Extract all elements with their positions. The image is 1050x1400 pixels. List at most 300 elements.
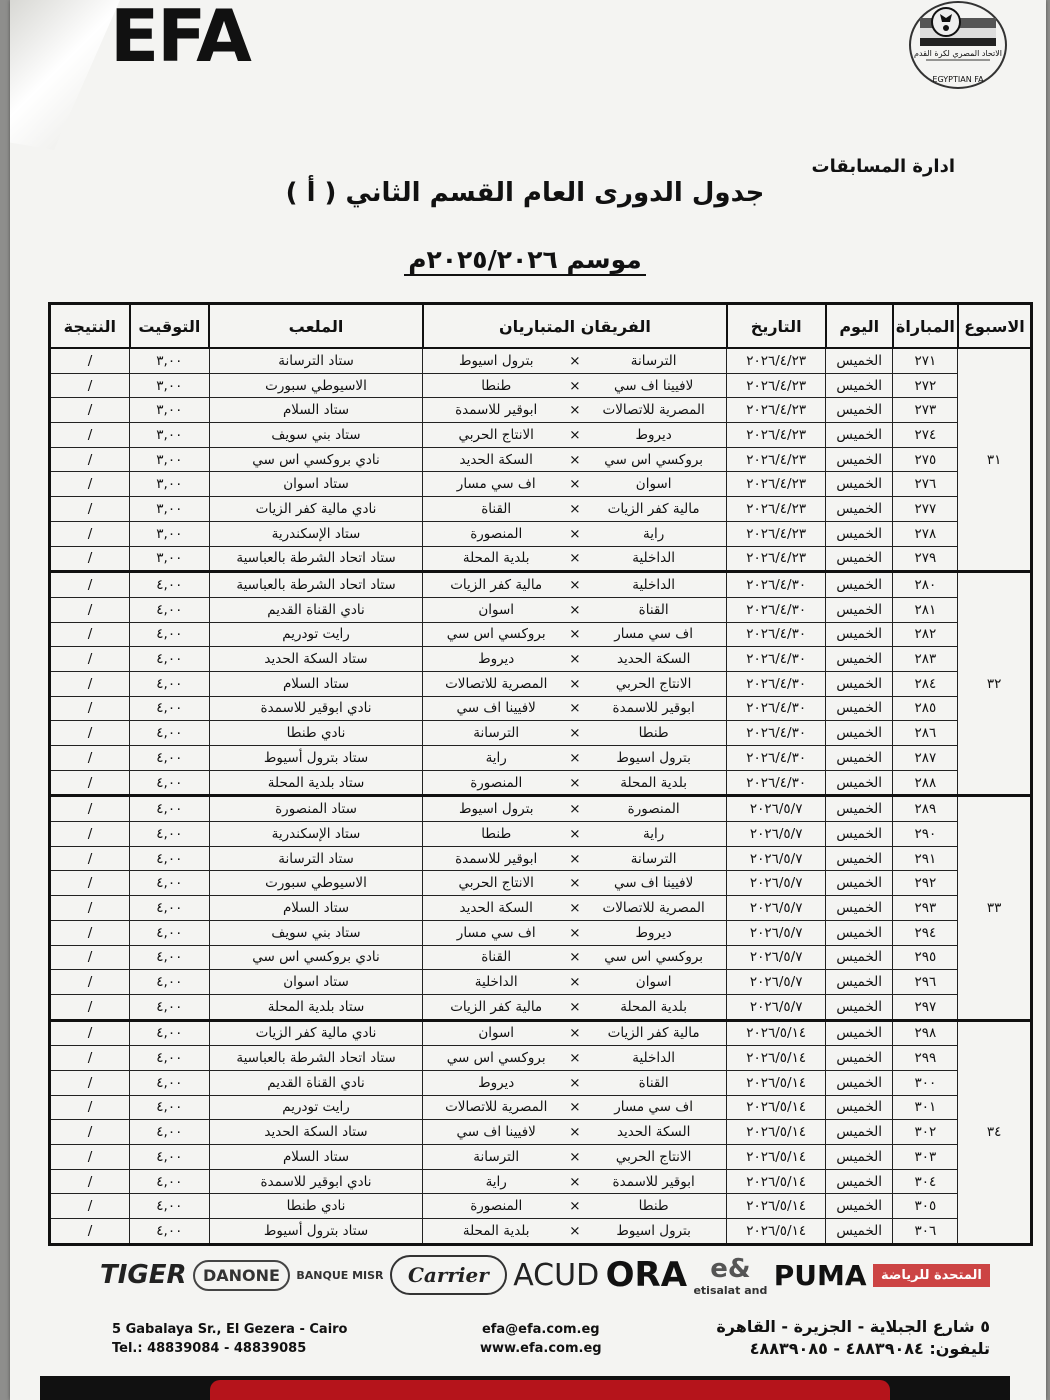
match-number-cell: ٢٩٢ — [893, 871, 958, 896]
day-cell: الخميس — [826, 822, 893, 847]
result-cell: / — [50, 1194, 130, 1219]
home-team: القناة — [638, 601, 669, 618]
time-cell: ٤,٠٠ — [130, 846, 209, 871]
versus-mark: × — [569, 550, 581, 567]
date-cell: ٢٠٢٦/٥/١٤ — [727, 1095, 826, 1120]
teams-cell — [423, 1169, 727, 1194]
table-row — [50, 622, 1032, 647]
home-team: المصرية للاتصالات — [602, 402, 705, 419]
home-team: الترسانة — [630, 850, 677, 867]
teams-cell — [423, 896, 727, 921]
date-cell: ٢٠٢٦/٤/٣٠ — [727, 597, 826, 622]
home-team: ابوقير للاسمدة — [612, 1173, 695, 1190]
away-team: المصرية للاتصالات — [445, 1099, 548, 1116]
versus-mark: × — [569, 1074, 581, 1091]
time-cell: ٤,٠٠ — [130, 1169, 209, 1194]
table-row — [50, 822, 1032, 847]
home-team: اف سي مسار — [614, 1099, 694, 1116]
date-cell: ٢٠٢٦/٥/١٤ — [727, 1194, 826, 1219]
home-team: الانتاج الحربي — [615, 1148, 692, 1165]
date-cell: ٢٠٢٦/٤/٣٠ — [727, 647, 826, 672]
away-team: بلدية المحلة — [462, 1222, 530, 1239]
versus-mark: × — [569, 949, 581, 966]
teams-cell — [423, 1046, 727, 1071]
result-cell: / — [50, 846, 130, 871]
away-team: السكة الحديد — [459, 899, 533, 916]
match-number-cell: ٢٧٧ — [893, 497, 958, 522]
teams-cell — [423, 1219, 727, 1245]
home-team: اسوان — [635, 476, 672, 493]
time-cell: ٤,٠٠ — [130, 822, 209, 847]
table-row — [50, 546, 1032, 572]
table-row — [50, 1219, 1032, 1245]
match-number-cell: ٢٩٣ — [893, 896, 958, 921]
result-cell: / — [50, 1219, 130, 1245]
date-cell: ٢٠٢٦/٤/٣٠ — [727, 572, 826, 598]
teams-cell — [423, 970, 727, 995]
date-cell: ٢٠٢٦/٤/٣٠ — [727, 721, 826, 746]
teams-cell — [423, 622, 727, 647]
match-number-cell: ٢٩٦ — [893, 970, 958, 995]
day-cell: الخميس — [826, 546, 893, 572]
match-number-cell: ٢٨١ — [893, 597, 958, 622]
home-team: راية — [643, 825, 665, 842]
teams-cell — [423, 1095, 727, 1120]
time-cell: ٤,٠٠ — [130, 597, 209, 622]
result-cell: / — [50, 696, 130, 721]
venue-cell: نادي القناة القديم — [209, 1070, 423, 1095]
match-number-cell: ٢٩٧ — [893, 994, 958, 1020]
time-cell: ٤,٠٠ — [130, 572, 209, 598]
venue-cell: ستاد الإسكندرية — [209, 822, 423, 847]
day-cell: الخميس — [826, 770, 893, 796]
day-cell: الخميس — [826, 871, 893, 896]
home-team: القناة — [638, 1074, 669, 1091]
time-cell: ٣,٠٠ — [130, 447, 209, 472]
match-number-cell: ٢٩٩ — [893, 1046, 958, 1071]
away-team: بترول اسيوط — [458, 801, 534, 818]
table-row — [50, 423, 1032, 448]
result-cell: / — [50, 521, 130, 546]
home-team: لافيينا اف سي — [613, 377, 694, 394]
time-cell: ٣,٠٠ — [130, 472, 209, 497]
time-cell: ٤,٠٠ — [130, 871, 209, 896]
match-number-cell: ٢٨٧ — [893, 746, 958, 771]
egyptian-fa-crest-icon — [906, 0, 1010, 90]
header-day: اليوم — [826, 304, 893, 349]
table-row — [50, 696, 1032, 721]
day-cell: الخميس — [826, 846, 893, 871]
match-number-cell: ٢٨٥ — [893, 696, 958, 721]
venue-cell: ستاد اتحاد الشرطة بالعباسية — [209, 572, 423, 598]
versus-mark: × — [569, 601, 581, 618]
day-cell: الخميس — [826, 945, 893, 970]
table-row — [50, 945, 1032, 970]
day-cell: الخميس — [826, 622, 893, 647]
teams-cell — [423, 1120, 727, 1145]
time-cell: ٤,٠٠ — [130, 696, 209, 721]
home-team: السكة الحديد — [616, 1124, 691, 1141]
date-cell: ٢٠٢٦/٤/٣٠ — [727, 696, 826, 721]
home-team: الداخلية — [632, 550, 676, 567]
home-team: طنطا — [638, 1198, 669, 1215]
table-row — [50, 1194, 1032, 1219]
home-team: بلدية المحلة — [620, 774, 687, 791]
versus-mark: × — [569, 875, 581, 892]
home-team: المصرية للاتصالات — [602, 899, 705, 916]
match-number-cell: ٢٧٦ — [893, 472, 958, 497]
time-cell: ٣,٠٠ — [130, 398, 209, 423]
teams-cell — [423, 497, 727, 522]
date-cell: ٢٠٢٦/٤/٢٣ — [727, 447, 826, 472]
venue-cell: الاسيوطي سبورت — [209, 373, 423, 398]
match-number-cell: ٢٨٤ — [893, 671, 958, 696]
time-cell: ٤,٠٠ — [130, 1046, 209, 1071]
day-cell: الخميس — [826, 1219, 893, 1245]
away-team: راية — [485, 749, 507, 766]
match-number-cell: ٢٧٣ — [893, 398, 958, 423]
result-cell: / — [50, 572, 130, 598]
sponsor-tiger-logo: TIGER — [100, 1260, 187, 1290]
day-cell: الخميس — [826, 1145, 893, 1170]
venue-cell: الاسيوطي سبورت — [209, 871, 423, 896]
day-cell: الخميس — [826, 521, 893, 546]
season-label: موسم ٢٠٢٥/٢٠٢٦م — [0, 245, 1050, 274]
result-cell: / — [50, 622, 130, 647]
match-number-cell: ٢٨٠ — [893, 572, 958, 598]
match-number-cell: ٣٠٦ — [893, 1219, 958, 1245]
venue-cell: رايت تودريم — [209, 622, 423, 647]
teams-cell — [423, 521, 727, 546]
page-curl — [10, 0, 120, 150]
time-cell: ٣,٠٠ — [130, 423, 209, 448]
home-team: راية — [643, 525, 665, 542]
home-team: اف سي مسار — [614, 626, 694, 643]
home-team: مالية كفر الزيات — [607, 1025, 700, 1042]
table-row — [50, 746, 1032, 771]
date-cell: ٢٠٢٦/٥/١٤ — [727, 1169, 826, 1194]
sponsor-acud-logo: ACUD — [513, 1257, 600, 1293]
footer-contact — [480, 1320, 602, 1358]
versus-mark: × — [569, 749, 581, 766]
home-team: طنطا — [638, 725, 669, 742]
venue-cell: ستاد اتحاد الشرطة بالعباسية — [209, 1046, 423, 1071]
header-venue: الملعب — [209, 304, 423, 349]
teams-cell — [423, 572, 727, 598]
time-cell: ٤,٠٠ — [130, 1095, 209, 1120]
versus-mark: × — [569, 1025, 581, 1042]
day-cell: الخميس — [826, 1194, 893, 1219]
away-team: ابوقير للاسمدة — [455, 402, 538, 419]
day-cell: الخميس — [826, 1046, 893, 1071]
venue-cell: ستاد الترسانة — [209, 846, 423, 871]
day-cell: الخميس — [826, 572, 893, 598]
venue-cell: ستاد اسوان — [209, 970, 423, 995]
header-teams: الفريقان المتباريان — [423, 304, 727, 349]
versus-mark: × — [569, 1173, 581, 1190]
result-cell: / — [50, 920, 130, 945]
teams-cell — [423, 647, 727, 672]
table-row — [50, 770, 1032, 796]
table-row — [50, 1020, 1032, 1046]
table-row — [50, 373, 1032, 398]
versus-mark: × — [569, 899, 581, 916]
versus-mark: × — [569, 1222, 581, 1239]
teams-cell — [423, 871, 727, 896]
away-team: الانتاج الحربي — [458, 875, 534, 892]
department-label: ادارة المسابقات — [811, 156, 955, 177]
day-cell: الخميس — [826, 348, 893, 373]
result-cell: / — [50, 348, 130, 373]
versus-mark: × — [569, 725, 581, 742]
venue-cell: نادي بروكسي اس سي — [209, 447, 423, 472]
match-number-cell: ٢٧٩ — [893, 546, 958, 572]
result-cell: / — [50, 970, 130, 995]
venue-cell: ستاد الترسانة — [209, 348, 423, 373]
match-number-cell: ٣٠٢ — [893, 1120, 958, 1145]
teams-cell — [423, 398, 727, 423]
date-cell: ٢٠٢٦/٥/٧ — [727, 970, 826, 995]
versus-mark: × — [569, 352, 581, 369]
away-team: ابوقير للاسمدة — [455, 850, 538, 867]
table-row — [50, 348, 1032, 373]
venue-cell: ستاد بترول أسيوط — [209, 1219, 423, 1245]
day-cell: الخميس — [826, 1070, 893, 1095]
footer-address-ar-line: ٥ شارع الجبلاية - الجزيرة - القاهرة — [716, 1317, 990, 1336]
time-cell: ٣,٠٠ — [130, 546, 209, 572]
day-cell: الخميس — [826, 721, 893, 746]
svg-text:EGYPTIAN FA: EGYPTIAN FA — [932, 75, 984, 84]
week-number-cell: ٣٢ — [958, 572, 1032, 796]
match-number-cell: ٢٨٩ — [893, 796, 958, 822]
venue-cell: ستاد المنصورة — [209, 796, 423, 822]
sponsor-united-sports-logo: المتحدة للرياضة — [873, 1264, 990, 1287]
time-cell: ٣,٠٠ — [130, 348, 209, 373]
table-row — [50, 671, 1032, 696]
week-number-cell: ٣١ — [958, 348, 1032, 572]
versus-mark: × — [569, 402, 581, 419]
date-cell: ٢٠٢٦/٤/٢٣ — [727, 348, 826, 373]
table-row — [50, 1095, 1032, 1120]
venue-cell: ستاد بترول أسيوط — [209, 746, 423, 771]
date-cell: ٢٠٢٦/٤/٢٣ — [727, 398, 826, 423]
venue-cell: نادي ابوقير للاسمدة — [209, 696, 423, 721]
versus-mark: × — [569, 825, 581, 842]
schedule-table — [48, 302, 1033, 1246]
date-cell: ٢٠٢٦/٥/٧ — [727, 822, 826, 847]
table-row — [50, 572, 1032, 598]
teams-cell — [423, 822, 727, 847]
result-cell: / — [50, 1169, 130, 1194]
result-cell: / — [50, 373, 130, 398]
table-row — [50, 1070, 1032, 1095]
away-team: القناة — [481, 949, 512, 966]
sponsor-banque-misr-logo: BANQUE MISR — [296, 1268, 384, 1282]
result-cell: / — [50, 671, 130, 696]
versus-mark: × — [569, 1198, 581, 1215]
result-cell: / — [50, 423, 130, 448]
date-cell: ٢٠٢٦/٤/٢٣ — [727, 521, 826, 546]
match-number-cell: ٢٩٤ — [893, 920, 958, 945]
table-row — [50, 920, 1032, 945]
venue-cell: ستاد الإسكندرية — [209, 521, 423, 546]
time-cell: ٤,٠٠ — [130, 1020, 209, 1046]
footer-website[interactable]: www.efa.com.eg — [480, 1341, 602, 1356]
bottom-red-band — [210, 1380, 890, 1400]
result-cell: / — [50, 472, 130, 497]
away-team: بروكسي اس سي — [446, 1050, 546, 1067]
table-row — [50, 1169, 1032, 1194]
result-cell: / — [50, 597, 130, 622]
header-time: التوقيت — [130, 304, 209, 349]
home-team: اسوان — [635, 974, 672, 991]
day-cell: الخميس — [826, 597, 893, 622]
home-team: ديروط — [635, 426, 672, 443]
away-team: مالية كفر الزيات — [450, 998, 543, 1015]
versus-mark: × — [569, 426, 581, 443]
day-cell: الخميس — [826, 920, 893, 945]
day-cell: الخميس — [826, 970, 893, 995]
table-header-row — [50, 304, 1032, 349]
home-team: مالية كفر الزيات — [607, 500, 700, 517]
home-team: بترول اسيوط — [616, 749, 691, 766]
venue-cell: نادي مالية كفر الزيات — [209, 1020, 423, 1046]
venue-cell: نادي طنطا — [209, 721, 423, 746]
time-cell: ٤,٠٠ — [130, 796, 209, 822]
date-cell: ٢٠٢٦/٤/٢٣ — [727, 373, 826, 398]
teams-cell — [423, 945, 727, 970]
away-team: المنصورة — [470, 774, 523, 791]
home-team: بروكسي اس سي — [604, 451, 704, 468]
home-team: ابوقير للاسمدة — [612, 700, 695, 717]
date-cell: ٢٠٢٦/٥/١٤ — [727, 1145, 826, 1170]
venue-cell: رايت تودريم — [209, 1095, 423, 1120]
sponsor-ora-logo: ORA — [605, 1255, 688, 1295]
versus-mark: × — [569, 500, 581, 517]
result-cell: / — [50, 1070, 130, 1095]
table-row — [50, 1120, 1032, 1145]
time-cell: ٤,٠٠ — [130, 721, 209, 746]
date-cell: ٢٠٢٦/٤/٣٠ — [727, 671, 826, 696]
away-team: راية — [485, 1173, 507, 1190]
day-cell: الخميس — [826, 1020, 893, 1046]
table-row — [50, 994, 1032, 1020]
away-team: اسوان — [478, 1025, 515, 1042]
date-cell: ٢٠٢٦/٤/٣٠ — [727, 770, 826, 796]
result-cell: / — [50, 546, 130, 572]
venue-cell: نادي طنطا — [209, 1194, 423, 1219]
header-result: النتيجة — [50, 304, 130, 349]
venue-cell: نادي بروكسي اس سي — [209, 945, 423, 970]
versus-mark: × — [569, 675, 581, 692]
match-number-cell: ٢٩١ — [893, 846, 958, 871]
result-cell: / — [50, 746, 130, 771]
venue-cell: ستاد بني سويف — [209, 423, 423, 448]
away-team: الترسانة — [473, 725, 520, 742]
home-team: بروكسي اس سي — [604, 949, 704, 966]
schedule-body — [50, 348, 1032, 1244]
date-cell: ٢٠٢٦/٥/١٤ — [727, 1020, 826, 1046]
teams-cell — [423, 1070, 727, 1095]
venue-cell: ستاد بني سويف — [209, 920, 423, 945]
match-number-cell: ٢٩٠ — [893, 822, 958, 847]
day-cell: الخميس — [826, 994, 893, 1020]
versus-mark: × — [569, 801, 581, 818]
result-cell: / — [50, 398, 130, 423]
teams-cell — [423, 1145, 727, 1170]
footer-email[interactable]: efa@efa.com.eg — [481, 1322, 600, 1337]
versus-mark: × — [569, 1148, 581, 1165]
time-cell: ٤,٠٠ — [130, 671, 209, 696]
venue-cell: ستاد السلام — [209, 671, 423, 696]
match-number-cell: ٣٠٣ — [893, 1145, 958, 1170]
away-team: لافيينا اف سي — [456, 1124, 536, 1141]
teams-cell — [423, 671, 727, 696]
time-cell: ٤,٠٠ — [130, 770, 209, 796]
match-number-cell: ٣٠٥ — [893, 1194, 958, 1219]
away-team: الترسانة — [473, 1148, 520, 1165]
date-cell: ٢٠٢٦/٥/١٤ — [727, 1120, 826, 1145]
venue-cell: نادي مالية كفر الزيات — [209, 497, 423, 522]
result-cell: / — [50, 796, 130, 822]
match-number-cell: ٢٧٥ — [893, 447, 958, 472]
day-cell: الخميس — [826, 472, 893, 497]
venue-cell: نادي القناة القديم — [209, 597, 423, 622]
away-team: اف سي مسار — [456, 476, 536, 493]
footer-tel-ar-line: تليفون: ٤٨٨٣٩٠٨٤ - ٤٨٨٣٩٠٨٥ — [749, 1339, 990, 1358]
away-team: طنطا — [481, 825, 512, 842]
versus-mark: × — [569, 1124, 581, 1141]
table-row — [50, 721, 1032, 746]
result-cell: / — [50, 994, 130, 1020]
away-team: بلدية المحلة — [462, 550, 530, 567]
teams-cell — [423, 472, 727, 497]
match-number-cell: ٢٨٣ — [893, 647, 958, 672]
teams-cell — [423, 846, 727, 871]
result-cell: / — [50, 647, 130, 672]
result-cell: / — [50, 896, 130, 921]
time-cell: ٤,٠٠ — [130, 945, 209, 970]
home-team: الترسانة — [630, 352, 677, 369]
date-cell: ٢٠٢٦/٥/١٤ — [727, 1046, 826, 1071]
teams-cell — [423, 721, 727, 746]
away-team: المنصورة — [470, 1198, 523, 1215]
venue-cell: ستاد السكة الحديد — [209, 647, 423, 672]
date-cell: ٢٠٢٦/٥/٧ — [727, 846, 826, 871]
teams-cell — [423, 746, 727, 771]
date-cell: ٢٠٢٦/٤/٢٣ — [727, 472, 826, 497]
footer-address-en — [112, 1320, 348, 1358]
day-cell: الخميس — [826, 671, 893, 696]
date-cell: ٢٠٢٦/٥/٧ — [727, 796, 826, 822]
versus-mark: × — [569, 651, 581, 668]
match-number-cell: ٢٧٨ — [893, 521, 958, 546]
away-team: القناة — [481, 500, 512, 517]
day-cell: الخميس — [826, 896, 893, 921]
teams-cell — [423, 770, 727, 796]
table-row — [50, 521, 1032, 546]
footer-address-ar — [716, 1316, 990, 1360]
result-cell: / — [50, 1020, 130, 1046]
date-cell: ٢٠٢٦/٥/٧ — [727, 945, 826, 970]
match-number-cell: ٣٠١ — [893, 1095, 958, 1120]
away-team: ديروط — [478, 1074, 515, 1091]
teams-cell — [423, 373, 727, 398]
date-cell: ٢٠٢٦/٥/٧ — [727, 871, 826, 896]
teams-cell — [423, 447, 727, 472]
match-number-cell: ٢٩٨ — [893, 1020, 958, 1046]
table-row — [50, 846, 1032, 871]
